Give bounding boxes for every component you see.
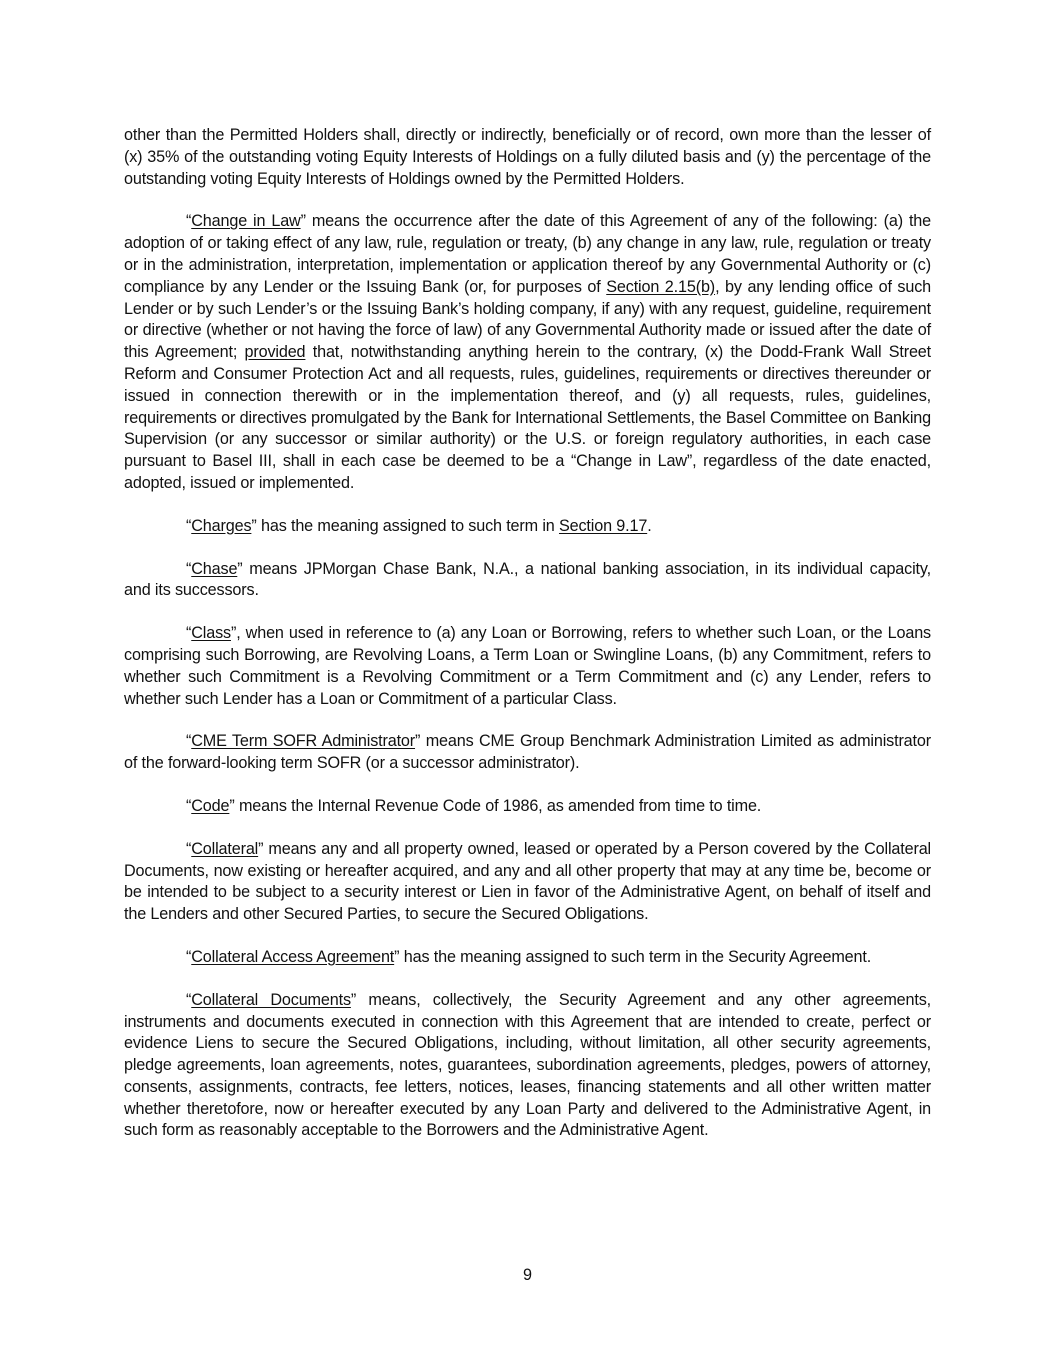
close-quote: ” (300, 212, 306, 231)
definition-text: has the meaning assigned to such term in the Security Agreement. (399, 947, 872, 966)
close-quote: ” (229, 796, 235, 815)
defined-term: Collateral Access Agreement (191, 947, 395, 966)
defined-term: Chase (191, 559, 238, 578)
open-quote: “ (186, 732, 192, 751)
proviso-term: provided (244, 343, 306, 362)
definition-text: has the meaning assigned to such term in (256, 516, 559, 535)
close-quote: ” (415, 732, 421, 751)
open-quote: “ (186, 624, 192, 643)
open-quote: “ (186, 212, 192, 231)
close-quote: ” (258, 839, 264, 858)
page-number: 9 (522, 1266, 532, 1284)
definition-chase (124, 559, 931, 603)
defined-term: CME Term SOFR Administrator (191, 732, 416, 751)
definition-text: that, notwithstanding anything herein to the contrary, (x) the Dodd-Frank Wall Street Reform and Consumer Protection Act and all requests, rules, guidelines, requirements or directives thereunder or issued in connection therewith or in the implementation thereof, and (y) all requests, rules, guidelines, requirements or directives promulgated by the Bank for International Settlements, the Basel Committee on Banking Supervision (or any successor or similar authority) or the U.S. or foreign regulatory authorities, in each case pursuant to Basel III, shall in each case be deemed to be a “Change in Law”, regardless of the date enacted, adopted, issued or implemented. (124, 343, 931, 492)
definition-text: , when used in reference to (a) any Loan or Borrowing, refers to whether such Loan, or the Loans comprising such Borrowing, are Revolving Loans, a Term Loan or Swingline Loans, (b) any Commitment, refers to whether such Commitment is a Revolving Commitment or a Term Commitment and (c) any Lender, refers to whether such Lender has a Loan or Commitment of a particular Class. (124, 624, 931, 708)
definition-charges (124, 516, 931, 538)
defined-term: Charges (191, 516, 252, 535)
close-quote: ” (230, 624, 237, 643)
close-quote: ” (394, 947, 400, 966)
definition-class (124, 623, 931, 710)
defined-term: Collateral (191, 839, 259, 858)
defined-term: Code (191, 796, 230, 815)
section-reference: Section 9.17 (558, 516, 648, 535)
section-reference: Section 2.15(b) (606, 277, 716, 296)
paragraph-text: other than the Permitted Holders shall, directly or indirectly, beneficially or of record, own more than the lesser of (x) 35% of the outstanding voting Equity Interests of Holdings on a fully diluted basis and (y) the percentage of the outstanding voting Equity Interests of Holdings owned by the Permitted Holders. (124, 126, 931, 188)
open-quote: “ (186, 559, 192, 578)
defined-term: Class (191, 624, 231, 643)
open-quote: “ (186, 839, 192, 858)
open-quote: “ (186, 990, 192, 1009)
paragraph-continuation (124, 125, 931, 190)
definition-collateral (124, 839, 931, 926)
definition-text: means JPMorgan Chase Bank, N.A., a national banking association, in its individual capacity, and its successors. (124, 559, 931, 600)
definition-collateral-access-agreement (124, 947, 931, 969)
definition-text: . (647, 516, 652, 535)
definition-text: means the occurrence after the date of this Agreement of any of the following: (a) the adoption of or taking effect of any law, rule, regulation or treaty, (b) any change in any law, rule, regulation or treaty or in the administration, interpretation, implementation or application thereof by any Governmental Authority or (c) compliance by any Lender or the Issuing Bank (or, for purposes of (124, 212, 932, 296)
open-quote: “ (186, 796, 192, 815)
definition-text: means CME Group Benchmark Administration Limited as administrator of the forward-looking term SOFR (or a successor administrator). (124, 732, 931, 773)
definition-code (124, 796, 931, 818)
close-quote: ” (350, 990, 357, 1009)
definition-text: means any and all property owned, leased or operated by a Person covered by the Collateral Documents, now existing or hereafter acquired, and any and all other property that may at any time be, become or be intended to be subject to a security interest or Lien in favor of the Administrative Agent, on behalf of itself and the Lenders and other Secured Parties, to secure the Secured Obligations. (124, 839, 931, 924)
close-quote: ” (251, 516, 257, 535)
defined-term: Change in Law (191, 212, 301, 231)
definition-collateral-documents (124, 990, 931, 1143)
document-page (124, 125, 931, 1163)
definition-text: means, collectively, the Security Agreement and any other agreements, instruments and documents executed in connection with this Agreement that are intended to create, perfect or evidence Liens to secure the Secured Obligations, including, without limitation, all other security agreements, pledge agreements, loan agreements, notes, guarantees, subordination agreements, pledges, powers of attorney, consents, assignments, contracts, fee letters, notices, leases, financing statements and all other written matter whether theretofore, now or hereafter executed by any Loan Party and delivered to the Administrative Agent, in such form as reasonably acceptable to the Borrowers and the Administrative Agent. (124, 990, 931, 1140)
defined-term: Collateral Documents (191, 990, 351, 1009)
open-quote: “ (186, 516, 192, 535)
definition-text: , by any lending office of such Lender or by such Lender’s or the Issuing Bank’s holding company, if any) with any request, guideline, requirement or directive (whether or not having the force of law) of any Governmental Authority made or issued after the date of this Agreement; (124, 277, 932, 362)
close-quote: ” (237, 559, 243, 578)
open-quote: “ (186, 947, 192, 966)
definition-change-in-law (124, 211, 931, 494)
definition-text: means the Internal Revenue Code of 1986, as amended from time to time. (234, 796, 762, 815)
definition-cme-term-sofr-administrator (124, 731, 931, 775)
